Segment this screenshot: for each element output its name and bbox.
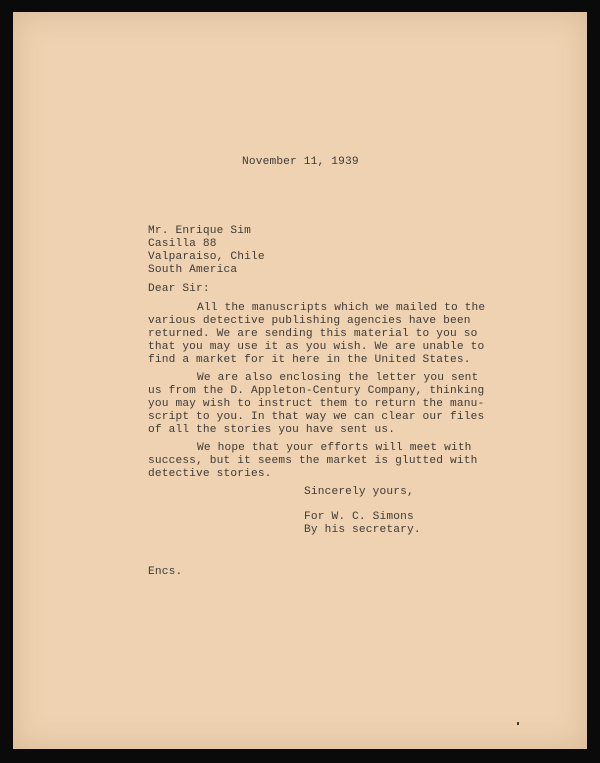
body-line: you may wish to instruct them to return the manu-	[148, 398, 485, 410]
closing: Sincerely yours,	[304, 486, 414, 498]
body-line: success, but it seems the market is glutted with	[148, 455, 478, 467]
body-line: detective stories.	[148, 468, 272, 480]
body-line: us from the D. Appleton-Century Company, thinking	[148, 385, 485, 397]
paper-mark	[517, 722, 519, 725]
signature-line: By his secretary.	[304, 524, 421, 536]
address-line: Mr. Enrique Sim	[148, 225, 251, 237]
address-line: Valparaiso, Chile	[148, 251, 265, 263]
signature-line: For W. C. Simons	[304, 511, 414, 523]
enclosure-notation: Encs.	[148, 566, 183, 578]
address-line: Casilla 88	[148, 238, 217, 250]
body-line: that you may use it as you wish. We are unable to	[148, 341, 485, 353]
salutation: Dear Sir:	[148, 283, 210, 295]
address-line: South America	[148, 264, 238, 276]
body-line: We are also enclosing the letter you sent	[197, 372, 479, 384]
body-line: of all the stories you have sent us.	[148, 424, 396, 436]
body-line: various detective publishing agencies have been	[148, 315, 471, 327]
body-line: We hope that your efforts will meet with	[197, 442, 472, 454]
letter-date: November 11, 1939	[242, 156, 359, 168]
body-line: returned. We are sending this material to you so	[148, 328, 478, 340]
body-line: find a market for it here in the United States.	[148, 354, 471, 366]
body-line: All the manuscripts which we mailed to the	[197, 302, 486, 314]
body-line: script to you. In that way we can clear our files	[148, 411, 485, 423]
